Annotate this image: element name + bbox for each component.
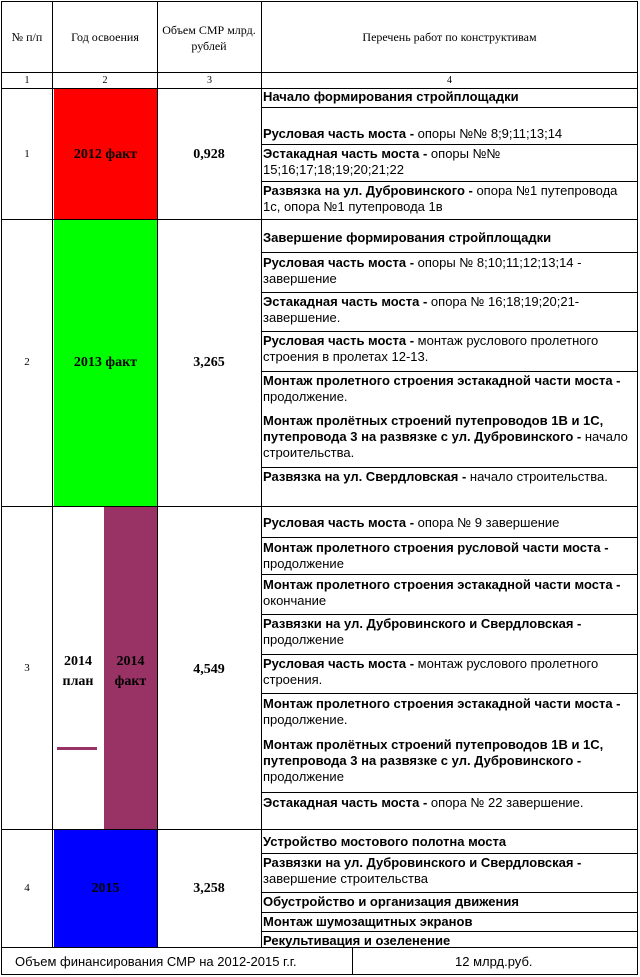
work-item: Монтаж пролётных строений путепроводов 1В и 1С, путепровода 3 на развязке с ул. Дубровинского - продолжение — [263, 737, 604, 784]
row-num: 1 — [24, 148, 30, 160]
year-label: 2012 факт — [73, 147, 138, 162]
row-num: 2 — [24, 356, 30, 368]
work-item: Рекультивация и озеленение — [263, 933, 451, 948]
header-year: Год освоения — [71, 30, 139, 44]
work-item: Монтаж пролетного строения эстакадной части моста - продолжение. — [263, 696, 621, 727]
work-item: Русловая часть моста - опоры №№ 8;9;11;13;14 — [263, 126, 563, 141]
work-item: Монтаж пролетного строения эстакадной части моста - окончание — [263, 577, 621, 608]
volume-value: 4,549 — [193, 662, 225, 677]
work-item: Русловая часть моста - опоры № 8;10;11;12;13;14 - завершение — [263, 255, 582, 286]
header-works: Перечень работ по конструктивам — [362, 30, 537, 44]
work-item: Монтаж пролётных строений путепроводов 1В и 1С, путепровода 3 на развязке с ул. Дубровинского - начало строительства. — [263, 413, 628, 460]
work-item: Начало формирования стройплощадки — [263, 89, 519, 104]
work-item: Монтаж шумозащитных экранов — [263, 914, 473, 929]
work-item: Развязки на ул. Дубровинского и Свердловская - завершение строительства — [263, 855, 582, 886]
footer-value: 12 млрд.руб. — [455, 954, 533, 969]
work-item: Эстакадная часть моста - опоры №№ 15;16;17;18;19;20;21;22 — [263, 146, 501, 177]
work-item: Эстакадная часть моста - опора № 16;18;19;20;21- завершение. — [263, 294, 580, 325]
volume-value: 3,258 — [193, 881, 225, 896]
volume-value: 3,265 — [193, 355, 225, 370]
work-item: Русловая часть моста - опора № 9 завершение — [263, 515, 560, 530]
work-item: Развязки на ул. Дубровинского и Свердловская - продолжение — [263, 616, 582, 647]
work-item: Завершение формирования стройплощадки — [263, 230, 552, 245]
work-item: Русловая часть моста - монтаж руслового пролетного строения. — [263, 656, 599, 687]
plan-marker-line — [57, 747, 97, 750]
col-number-3: 3 — [207, 75, 212, 86]
work-item: Развязка на ул. Дубровинского - опора №1 путепровода 1с, опора №1 путепровода 1в — [263, 183, 618, 214]
work-item: Монтаж пролетного строения эстакадной части моста - продолжение. — [263, 373, 621, 404]
col-number-2: 2 — [102, 75, 108, 86]
col-number-4: 4 — [447, 75, 452, 86]
work-item: Эстакадная часть моста - опора № 22 завершение. — [263, 795, 584, 810]
work-item: Устройство мостового полотна моста — [263, 834, 507, 849]
footer-label: Объем финансирования СМР на 2012-2015 г.г. — [15, 954, 297, 969]
year-fact-label: 2014 факт — [114, 654, 147, 689]
year-label: 2015 — [91, 881, 120, 896]
row-num: 4 — [24, 882, 30, 894]
year-plan-label: 2014 план — [62, 654, 94, 689]
work-item: Монтаж пролетного строения русловой части моста - продолжение — [263, 540, 609, 571]
volume-value: 0,928 — [193, 147, 225, 162]
work-item: Развязка на ул. Свердловская - начало строительства. — [263, 469, 608, 484]
work-item: Обустройство и организация движения — [263, 894, 519, 909]
work-item: Русловая часть моста - монтаж руслового пролетного строения в пролетах 12-13. — [263, 333, 599, 364]
header-volume: Объем СМР млрд. рублей — [162, 23, 256, 53]
row-num: 3 — [24, 662, 30, 674]
col-number-1: 1 — [24, 75, 30, 86]
year-label: 2013 факт — [73, 355, 138, 370]
header-num: № п/п — [11, 30, 43, 44]
